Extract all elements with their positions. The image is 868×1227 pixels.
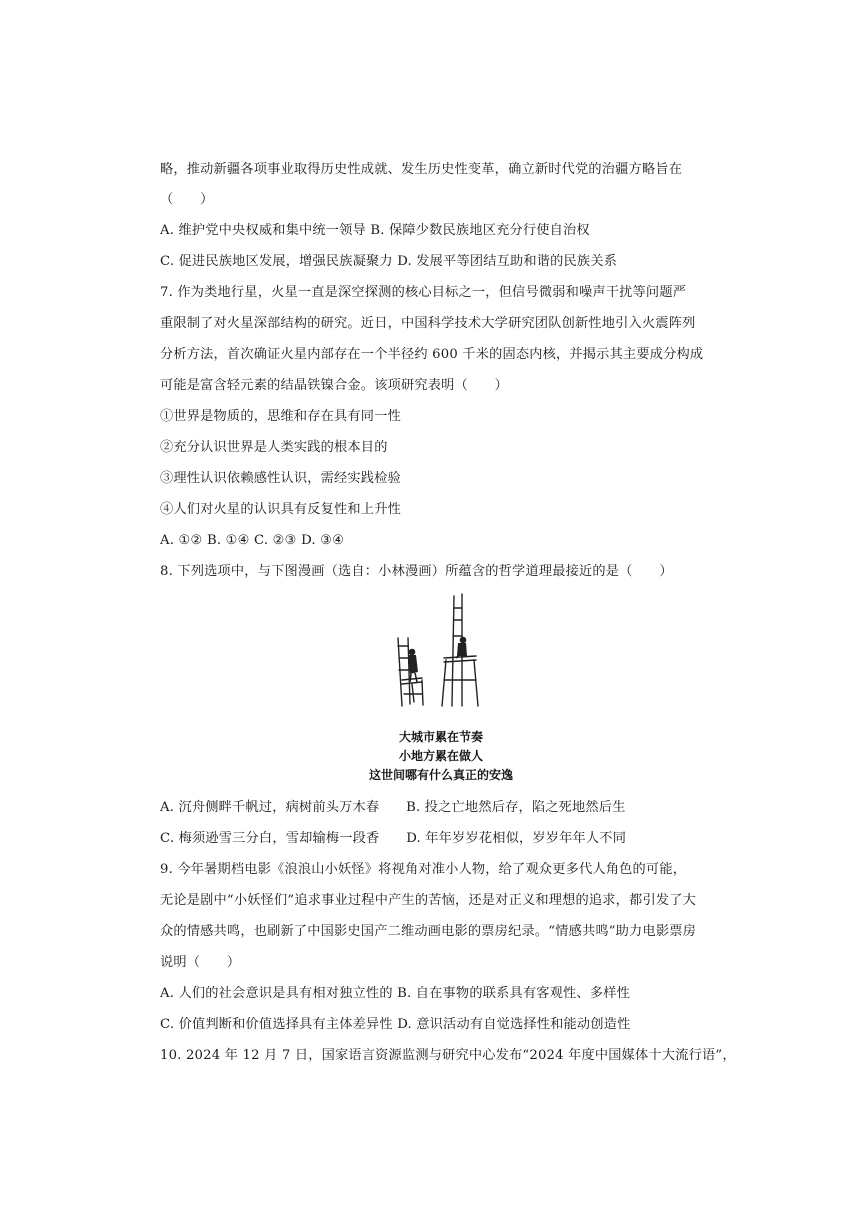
question-7-line: 可能是富含轻元素的结晶铁镍合金。该项研究表明（ ）	[160, 378, 509, 393]
option-line: A. 人们的社会意识是具有相对独立性的 B. 自在事物的联系具有客观性、多样性	[160, 986, 630, 1001]
question-8-line: 8. 下列选项中，与下图漫画（选自：小林漫画）所蕴含的哲学道理最接近的是（ ）	[160, 564, 673, 579]
caption-line: 小地方累在做人	[398, 749, 483, 763]
question-7-line: 重限制了对火星深部结构的研究。近日，中国科学技术大学研究团队创新性地引入火震阵列	[160, 316, 696, 331]
answer-blank: （ ）	[160, 192, 214, 207]
caption-line: 大城市累在节奏	[398, 730, 483, 744]
question-7-line: 分析方法，首次确证火星内部存在一个半径约 600 千米的固态内核，并揭示其主要成分构成	[160, 347, 704, 362]
question-9-line: 无论是剧中“小妖怪们”追求事业过程中产生的苦恼，还是对正义和理想的追求，都引发了大	[160, 893, 696, 908]
option-line: A. ①② B. ①④ C. ②③ D. ③④	[160, 533, 345, 548]
caption-line: 这世间哪有什么真正的安逸	[368, 768, 513, 782]
option-line: C. 促进民族地区发展，增强民族凝聚力 D. 发展平等团结互助和谐的民族关系	[160, 254, 618, 269]
statement-3: ③理性认识依赖感性认识，需经实践检验	[160, 471, 401, 486]
question-7-line: 7. 作为类地行星，火星一直是深空探测的核心目标之一，但信号微弱和噪声干扰等问题严	[160, 285, 687, 300]
comic-caption	[366, 728, 516, 785]
statement-1: ①世界是物质的，思维和存在具有同一性	[160, 409, 401, 424]
paragraph-line: 略，推动新疆各项事业取得历史性成就、发生历史性变革，确立新时代党的治疆方略旨在	[160, 162, 683, 177]
option-line: C. 价值判断和价值选择具有主体差异性 D. 意识活动有自觉选择性和能动创造性	[160, 1017, 631, 1032]
statement-2: ②充分认识世界是人类实践的根本目的	[160, 440, 388, 455]
option-line: A. 沉舟侧畔千帆过，病树前头万木春 B. 投之亡地然后存，陷之死地然后生	[160, 800, 626, 815]
statement-4: ④人们对火星的认识具有反复性和上升性	[160, 502, 401, 517]
question-10-line: 10. 2024 年 12 月 7 日，国家语言资源监测与研究中心发布“2024 年度中国媒体十大流行语”，	[160, 1048, 736, 1063]
option-line: C. 梅须逊雪三分白，雪却输梅一段香 D. 年年岁岁花相似，岁岁年年人不同	[160, 831, 627, 846]
question-9-line: 众的情感共鸣，也刷新了中国影史国产二维动画电影的票房纪录。“情感共鸣”助力电影票房	[160, 924, 696, 939]
question-9-line: 9. 今年暑期档电影《浪浪山小妖怪》将视角对准小人物，给了观众更多代人角色的可能，	[160, 862, 687, 877]
option-line: A. 维护党中央权威和集中统一领导 B. 保障少数民族地区充分行使自治权	[160, 223, 590, 238]
question-9-line: 说明（ ）	[160, 955, 241, 970]
